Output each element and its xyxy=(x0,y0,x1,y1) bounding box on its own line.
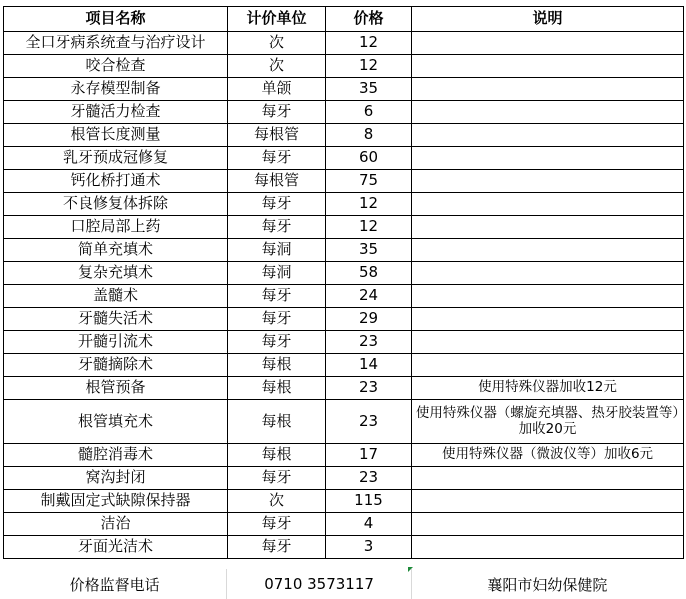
note-cell xyxy=(412,147,684,170)
hospital-name: 襄阳市妇幼保健院 xyxy=(411,569,683,599)
item-name-cell: 盖髓术 xyxy=(4,285,228,308)
price-cell: 58 xyxy=(326,262,412,285)
item-name-cell: 根管长度测量 xyxy=(4,124,228,147)
note-cell xyxy=(412,490,684,513)
unit-cell: 每牙 xyxy=(228,101,326,124)
table-row xyxy=(4,170,684,193)
item-name-cell: 制戴固定式缺隙保持器 xyxy=(4,490,228,513)
price-cell: 115 xyxy=(326,490,412,513)
price-table xyxy=(3,6,684,559)
item-name-cell: 乳牙预成冠修复 xyxy=(4,147,228,170)
note-cell xyxy=(412,536,684,559)
note-cell: 使用特殊仪器（螺旋充填器、热牙胶装置等）加收20元 xyxy=(412,400,684,444)
table-row xyxy=(4,147,684,170)
unit-cell: 每根 xyxy=(228,400,326,444)
price-cell: 24 xyxy=(326,285,412,308)
unit-cell: 次 xyxy=(228,32,326,55)
price-cell: 60 xyxy=(326,147,412,170)
unit-cell: 每根 xyxy=(228,377,326,400)
table-row xyxy=(4,308,684,331)
table-header-row xyxy=(4,7,684,32)
note-cell xyxy=(412,55,684,78)
unit-cell: 每牙 xyxy=(228,536,326,559)
note-cell xyxy=(412,262,684,285)
table-row xyxy=(4,490,684,513)
note-cell xyxy=(412,331,684,354)
header-unit: 计价单位 xyxy=(228,7,326,32)
table-row xyxy=(4,536,684,559)
note-cell xyxy=(412,193,684,216)
unit-cell: 次 xyxy=(228,55,326,78)
item-name-cell: 牙髓失活术 xyxy=(4,308,228,331)
item-name-cell: 牙面光洁术 xyxy=(4,536,228,559)
item-name-cell: 咬合检查 xyxy=(4,55,228,78)
footer-bar xyxy=(3,569,683,599)
price-cell: 23 xyxy=(326,400,412,444)
price-cell: 8 xyxy=(326,124,412,147)
unit-cell: 每牙 xyxy=(228,513,326,536)
unit-cell: 每牙 xyxy=(228,216,326,239)
item-name-cell: 根管填充术 xyxy=(4,400,228,444)
note-cell: 使用特殊仪器（微波仪等）加收6元 xyxy=(412,444,684,467)
hotline-number: 0710 3573117 xyxy=(226,569,410,599)
table-row xyxy=(4,193,684,216)
price-cell: 23 xyxy=(326,467,412,490)
item-name-cell: 牙髓摘除术 xyxy=(4,354,228,377)
note-cell xyxy=(412,216,684,239)
table-row xyxy=(4,32,684,55)
unit-cell: 每牙 xyxy=(228,285,326,308)
header-note: 说明 xyxy=(412,7,684,32)
price-cell: 29 xyxy=(326,308,412,331)
unit-cell: 每牙 xyxy=(228,193,326,216)
table-row xyxy=(4,239,684,262)
table-row xyxy=(4,513,684,536)
table-row xyxy=(4,262,684,285)
item-name-cell: 洁治 xyxy=(4,513,228,536)
note-cell xyxy=(412,101,684,124)
note-cell: 使用特殊仪器加收12元 xyxy=(412,377,684,400)
table-row xyxy=(4,400,684,444)
price-cell: 12 xyxy=(326,193,412,216)
item-name-cell: 复杂充填术 xyxy=(4,262,228,285)
unit-cell: 单颌 xyxy=(228,78,326,101)
price-cell: 3 xyxy=(326,536,412,559)
note-cell xyxy=(412,32,684,55)
price-cell: 12 xyxy=(326,216,412,239)
unit-cell: 每牙 xyxy=(228,308,326,331)
price-cell: 6 xyxy=(326,101,412,124)
note-cell xyxy=(412,285,684,308)
unit-cell: 每洞 xyxy=(228,262,326,285)
unit-cell: 每牙 xyxy=(228,147,326,170)
table-row xyxy=(4,467,684,490)
item-name-cell: 牙髓活力检查 xyxy=(4,101,228,124)
price-cell: 23 xyxy=(326,331,412,354)
unit-cell: 每牙 xyxy=(228,331,326,354)
table-row xyxy=(4,124,684,147)
note-cell xyxy=(412,467,684,490)
header-price: 价格 xyxy=(326,7,412,32)
price-cell: 17 xyxy=(326,444,412,467)
unit-cell: 每洞 xyxy=(228,239,326,262)
price-table-container xyxy=(3,6,684,559)
item-name-cell: 不良修复体拆除 xyxy=(4,193,228,216)
table-row xyxy=(4,285,684,308)
header-item-name: 项目名称 xyxy=(4,7,228,32)
note-cell xyxy=(412,170,684,193)
table-row xyxy=(4,216,684,239)
table-row xyxy=(4,78,684,101)
item-name-cell: 口腔局部上药 xyxy=(4,216,228,239)
price-cell: 14 xyxy=(326,354,412,377)
table-row xyxy=(4,331,684,354)
item-name-cell: 根管预备 xyxy=(4,377,228,400)
item-name-cell: 钙化桥打通术 xyxy=(4,170,228,193)
item-name-cell: 开髓引流术 xyxy=(4,331,228,354)
note-cell xyxy=(412,239,684,262)
item-name-cell: 永存模型制备 xyxy=(4,78,228,101)
note-cell xyxy=(412,513,684,536)
note-cell xyxy=(412,354,684,377)
price-cell: 35 xyxy=(326,239,412,262)
note-cell xyxy=(412,124,684,147)
unit-cell: 每根 xyxy=(228,444,326,467)
price-cell: 23 xyxy=(326,377,412,400)
item-name-cell: 髓腔消毒术 xyxy=(4,444,228,467)
table-row xyxy=(4,354,684,377)
price-cell: 35 xyxy=(326,78,412,101)
item-name-cell: 窝沟封闭 xyxy=(4,467,228,490)
note-cell xyxy=(412,78,684,101)
item-name-cell: 简单充填术 xyxy=(4,239,228,262)
unit-cell: 每根管 xyxy=(228,124,326,147)
price-cell: 12 xyxy=(326,32,412,55)
unit-cell: 次 xyxy=(228,490,326,513)
table-row xyxy=(4,444,684,467)
table-row xyxy=(4,55,684,78)
table-row xyxy=(4,377,684,400)
price-cell: 12 xyxy=(326,55,412,78)
hotline-label: 价格监督电话 xyxy=(69,575,160,594)
note-cell xyxy=(412,308,684,331)
table-row xyxy=(4,101,684,124)
price-cell: 4 xyxy=(326,513,412,536)
item-name-cell: 全口牙病系统查与治疗设计 xyxy=(4,32,228,55)
unit-cell: 每根管 xyxy=(228,170,326,193)
unit-cell: 每根 xyxy=(228,354,326,377)
price-cell: 75 xyxy=(326,170,412,193)
unit-cell: 每牙 xyxy=(228,467,326,490)
